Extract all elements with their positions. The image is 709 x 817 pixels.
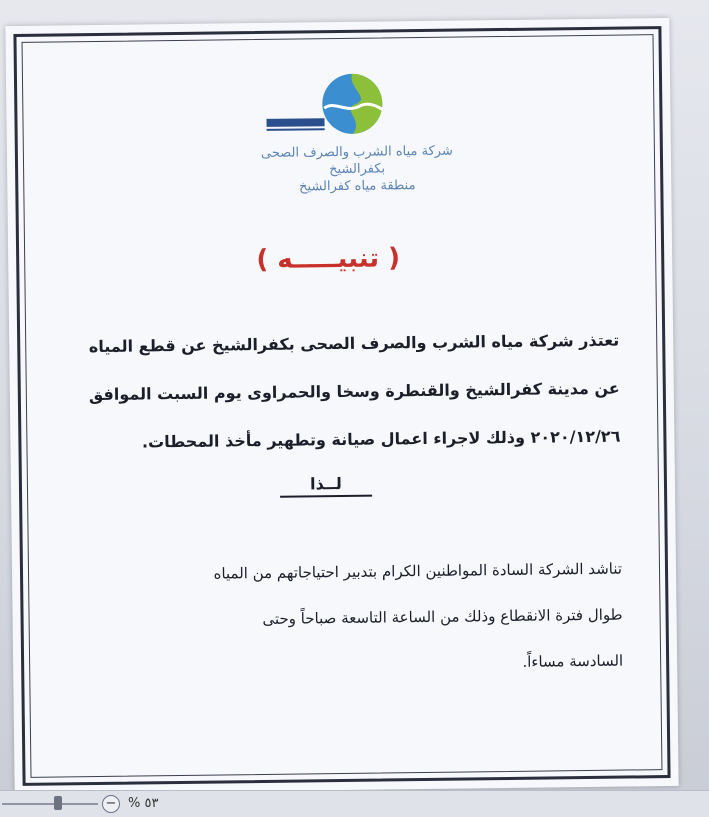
appeal-line: السادسة مساءاً. bbox=[522, 651, 624, 671]
body-line: ٢٠٢٠/١٢/٢٦ وذلك لاجراء اعمال صيانة وتطهير مأخذ المحطات. bbox=[141, 426, 621, 452]
company-name: شركة مياه الشرب والصرف الصحى bbox=[260, 143, 453, 161]
zoom-level[interactable]: % ٥٣ bbox=[128, 796, 159, 811]
appeal-body bbox=[82, 546, 624, 691]
zoom-out-button[interactable]: − bbox=[102, 795, 120, 813]
zoom-slider-track[interactable] bbox=[2, 803, 98, 805]
company-header bbox=[207, 142, 508, 197]
announcement-body bbox=[79, 317, 621, 468]
document-page bbox=[5, 18, 678, 794]
alert-title: ( تنبيـــــه ) bbox=[256, 243, 401, 276]
zoom-slider-handle[interactable] bbox=[54, 796, 62, 810]
company-region: منطقة مياه كفرالشيخ bbox=[298, 178, 416, 195]
note-label-text: لــذا bbox=[280, 474, 372, 498]
company-logo bbox=[264, 69, 415, 141]
logo-wordmark bbox=[266, 118, 324, 127]
body-line: تعتذر شركة مياه الشرب والصرف الصحى بكفرالشيخ عن قطع المياه bbox=[88, 330, 620, 357]
logo-underline bbox=[267, 128, 325, 131]
note-label bbox=[261, 473, 391, 498]
status-bar bbox=[0, 790, 709, 817]
appeal-line: طوال فترة الانقطاع وذلك من الساعة التاسعة صباحاً وحتى bbox=[262, 605, 623, 628]
appeal-line: تناشد الشركة السادة المواطنين الكرام بتدبير احتياجاتهم من المياه bbox=[213, 559, 623, 583]
company-city: بكفرالشيخ bbox=[329, 161, 386, 178]
body-line: عن مدينة كفرالشيخ والقنطرة وسخا والحمراوى يوم السبت الموافق bbox=[88, 378, 620, 405]
